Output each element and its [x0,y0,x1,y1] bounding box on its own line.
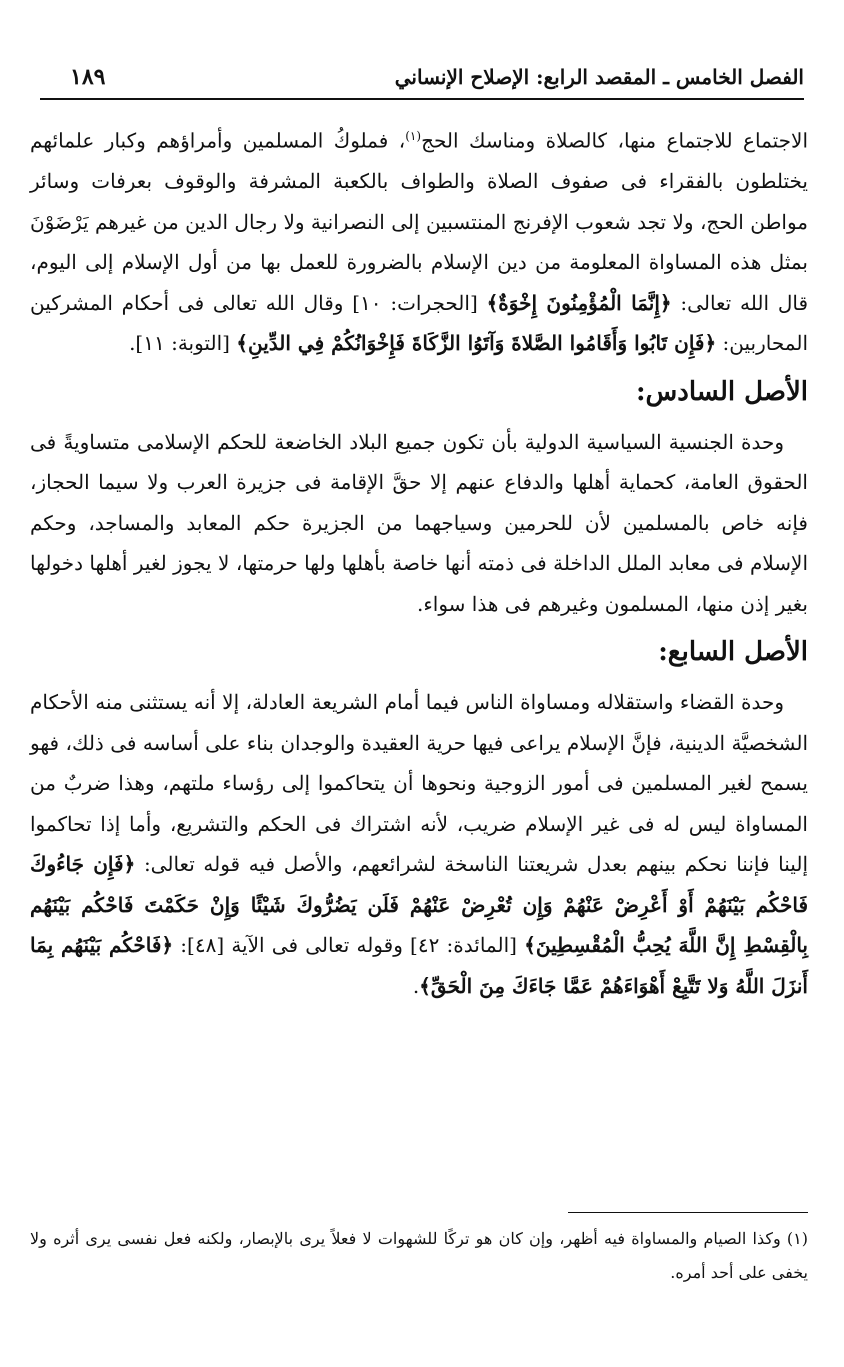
paragraph-1-text-a: الاجتماع للاجتماع منها، كالصلاة ومناسك الحج [421,128,808,153]
footnote [30,1222,808,1290]
main-text [30,116,808,1006]
footnote-text: (١) وكذا الصيام والمساواة فيه أظهر، وإن كان هو تركًا للشهوات لا فعلاً يرى بالإبصار، ولكنه فعل نفسى يرى أثره ولا يخفى على أحد أمره. [30,1229,808,1282]
quran-quote-tawba: ﴿فَإِن تَابُوا وَأَقَامُوا الصَّلاةَ وَآتَوُا الزَّكَاةَ فَإِخْوَانُكُمْ فِي الدِّينِ﴾ [236,331,717,356]
quran-quote-maidah-42: ﴿فَإِن جَاءُوكَ فَاحْكُم بَيْنَهُمْ أَوْ أَعْرِضْ عَنْهُمْ وَإِن تُعْرِضْ عَنْهُمْ فَلَن يَضُرُّوكَ شَيْئًا وَإِنْ حَكَمْتَ فَاحْكُم بَيْنَهُم بِالْقِسْطِ إِنَّ اللَّهَ يُحِبُّ الْمُقْسِطِينَ﴾ [30,852,808,958]
citation-maidah-42: [المائدة: ٤٢] وقوله تعالى فى الآية [٤٨]: [173,933,525,958]
section-7-heading: الأصل السابع: [658,637,808,668]
quran-quote-hujurat: ﴿إِنَّمَا الْمُؤْمِنُونَ إِخْوَةٌ﴾ [486,290,672,315]
paragraph-1-text-b: ، فملوكُ المسلمين وأمراؤهم وكبار علمائهم يختلطون بالفقراء فى صفوف الصلاة والطواف بالكعبة المشرفة والوقوف بعرفات وسائر مواطن الحج، ولا تجد شعوب الإفرنج المنتسبين إلى النصرانية ولا رجال الدين من غيرهم يَرْضَوْنَ بمثل هذه المساواة المعلومة من دين الإسلام بالضرورة للعمل بها من أول الإسلام إلى اليوم، قال الله تعالى: [30,128,809,315]
citation-hujurat: [الحجرات: ١٠] وقال الله تعالى فى أحكام المشركين المحاربين: [30,290,808,356]
page-number: ١٨٩ [70,64,106,90]
paragraph-1 [30,116,808,364]
footnote-reference: (١) [405,129,422,143]
quran-quote-maidah-48: ﴿فَاحْكُم بَيْنَهُم بِمَا أَنزَلَ اللَّهُ وَلا تَتَّبِعْ أَهْوَاءَهُمْ عَمَّا جَاءَكَ مِنَ الْحَقِّ﴾ [30,933,808,998]
section-6-heading: الأصل السادس: [635,376,808,407]
section-7-text: وحدة القضاء واستقلاله ومساواة الناس فيما أمام الشريعة العادلة، إلا أنه يستثنى منه الأحكام الشخصيَّة الدينية، فإنَّ الإسلام يراعى فيها حرية العقيدة والوجدان بناء على أساسه فى ذلك، فهو يسمح لغير المسلمين فى أمور الزوجية ونحوها أن يتحاكموا إلى رؤساء ملتهم، وهذا ضربٌ من المساواة ليس له فى غير الإسلام ضريب، لأنه اشتراك فى الحكم والتشريع، وأما إذا تحاكموا إلينا فإننا نحكم بينهم بعدل شريعتنا الناسخة لشرائعهم، والأصل فيه قوله تعالى: [30,690,808,877]
section-7-paragraph [30,682,808,1006]
section-6-paragraph: وحدة الجنسية السياسية الدولية بأن تكون جميع البلاد الخاضعة للحكم الإسلامى متساويةً فى الحقوق العامة، كحماية أهلها والدفاع عنهم إلا حقَّ الإقامة فى جزيرة العرب ولا سيما الحجاز، فإنه خاص بالمسلمين لأن للحرمين وسياجهما من الجزيرة حكم المعابد والمساجد، وحكم الإسلام فى معابد الملل الداخلة فى ذمته أنها خاصة بأهلها ولها حرمتها، لا يجوز لغير أهلها دخولها بغير إذن منها، المسلمون وغيرهم فى هذا سواء. [30,429,808,616]
citation-tawba: [التوبة: ١١]. [129,331,237,356]
footnote-divider [568,1212,808,1213]
chapter-title: الفصل الخامس ـ المقصد الرابع: الإصلاح الإنساني [394,65,804,89]
running-header [40,56,804,100]
section-7-end: . [412,973,420,998]
